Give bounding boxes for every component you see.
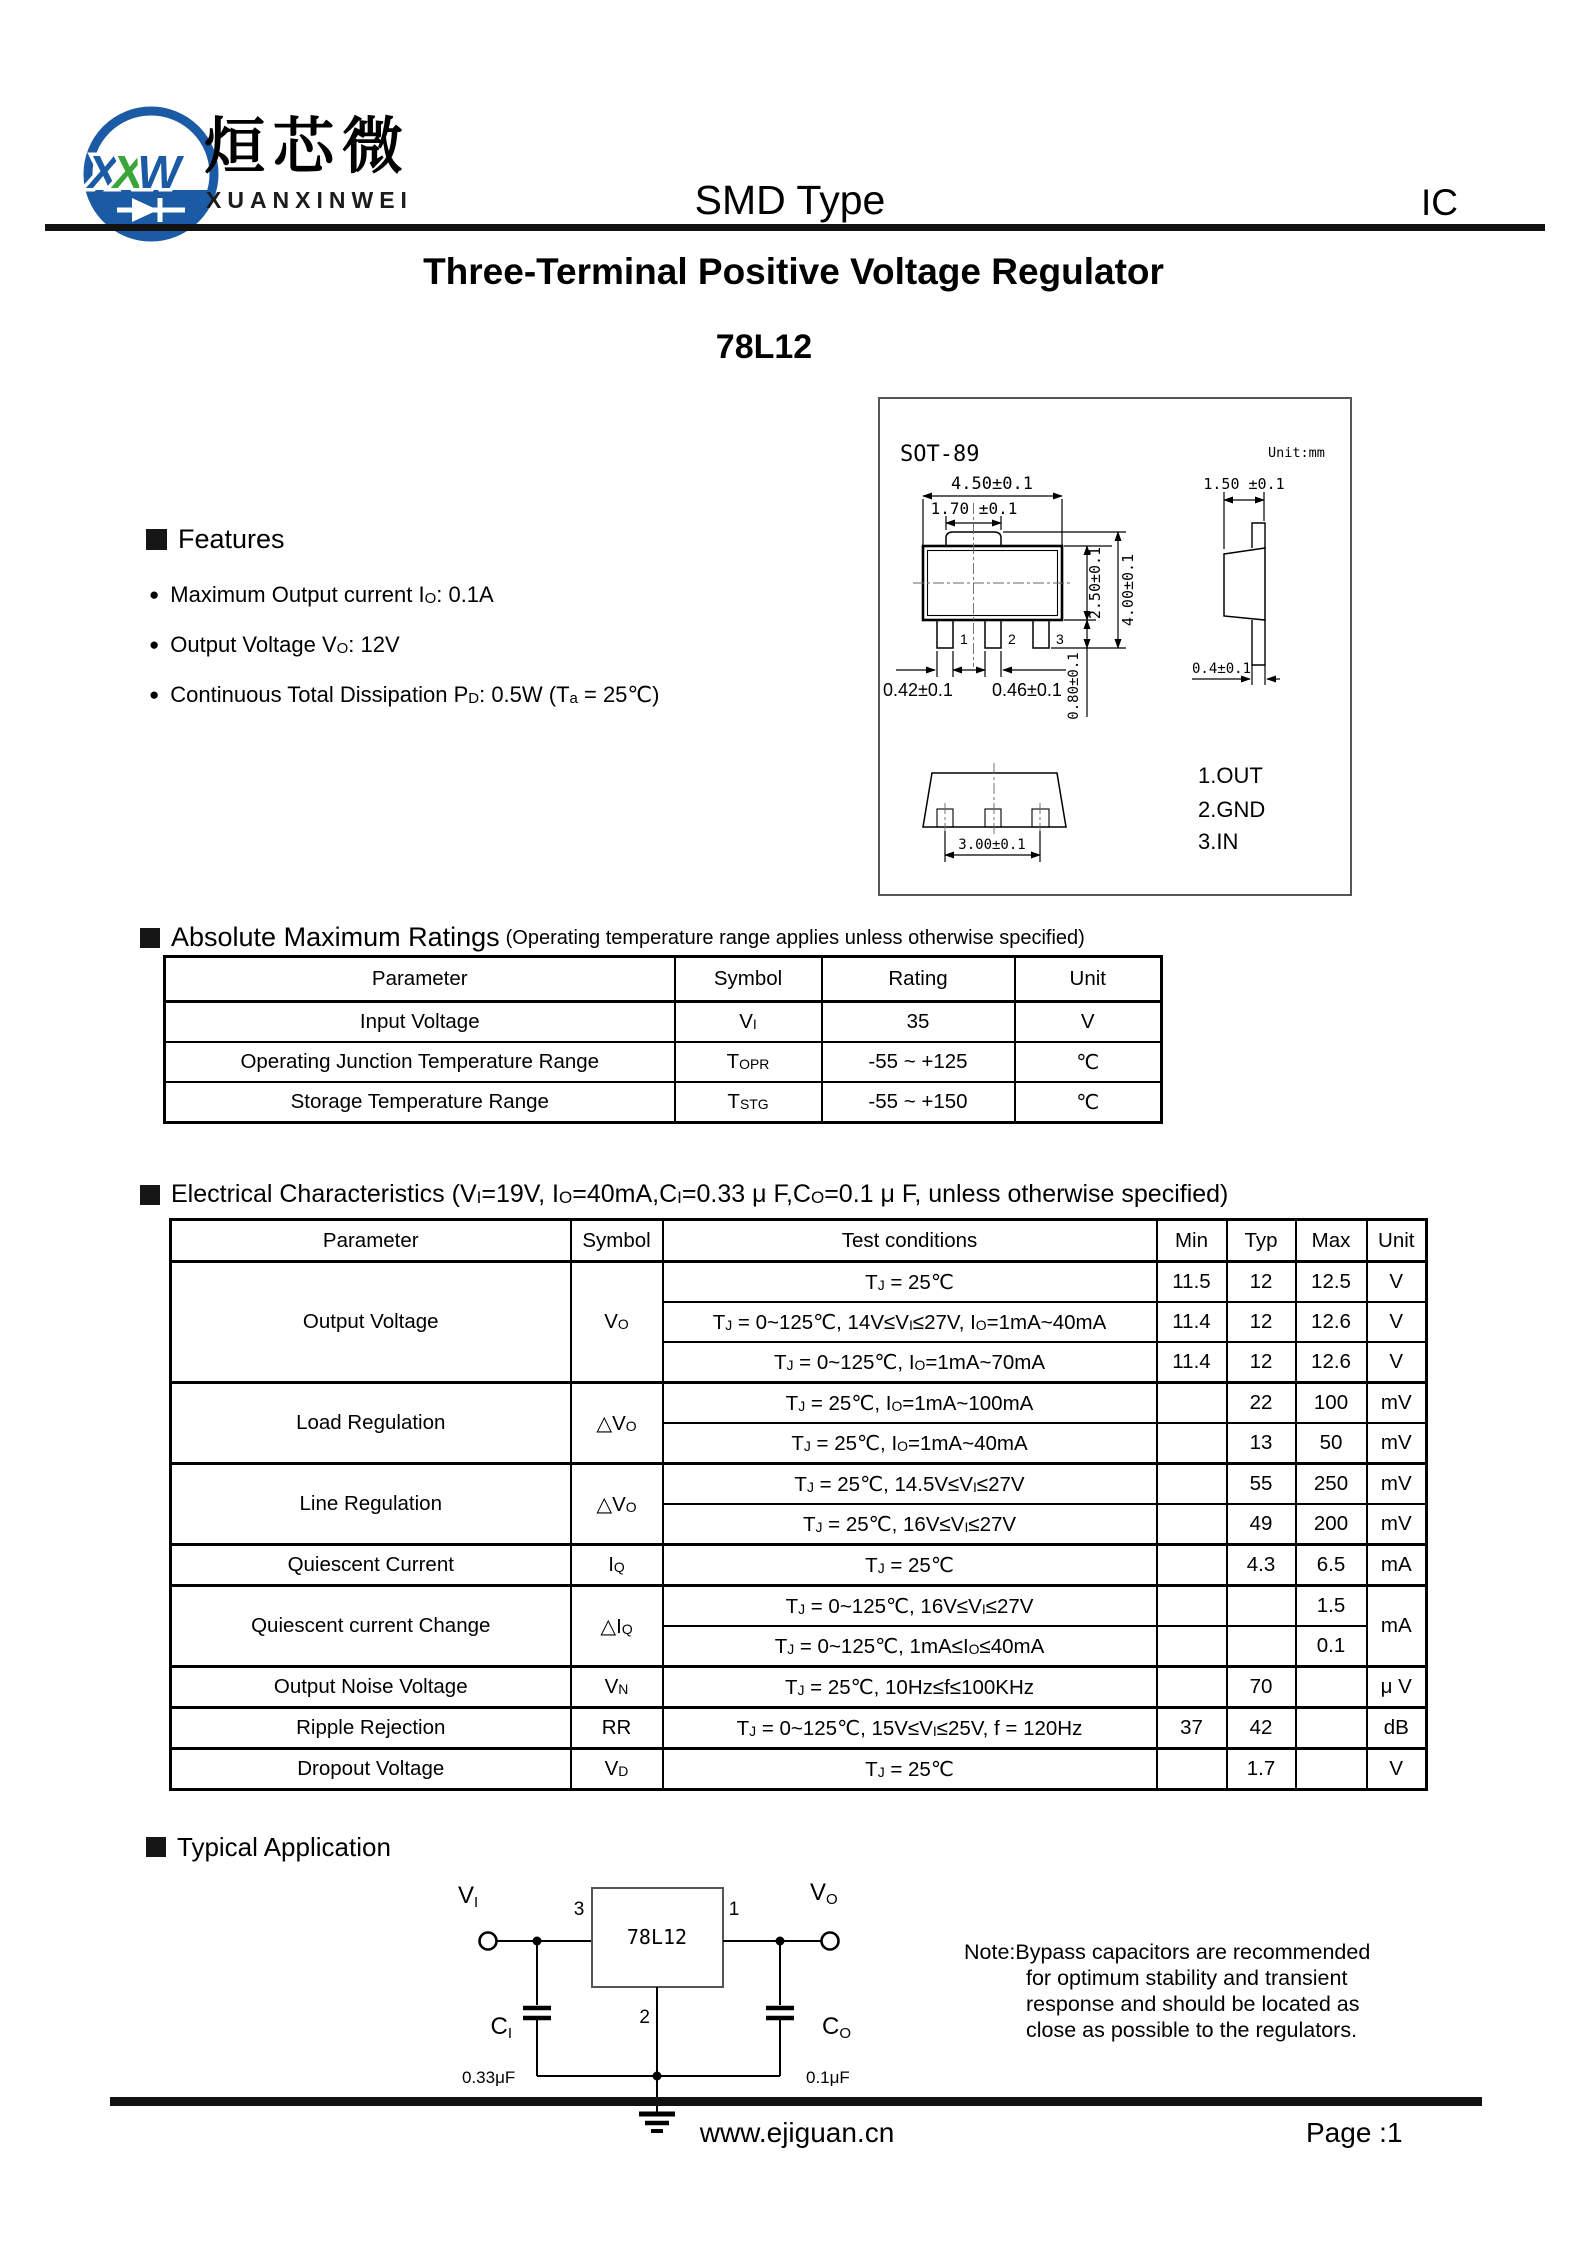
ec-heading-label: Electrical Characteristics ($V_I=19V$, $I_O=40mA,C_I=0.33$ μ $F,C_O=0.1$ μ F, unless otherwise specified) [171,1180,1229,1208]
feature-text: Continuous Total Dissipation $P_D$: 0.5W ($T_a$ = 25℃) [170,682,660,708]
feature-text: Maximum Output current $I_O$: 0.1A [170,582,494,608]
ec-cond: $T_J$ = 0~125℃, $1mA\le I_O\le 40mA$ [663,1626,1157,1667]
logo-abbr: XXW [88,146,175,198]
amr-rating: 35 [822,1002,1015,1043]
dim-side-width: 1.50 ±0.1 [1203,475,1285,493]
ec-min: 11.4 [1157,1302,1227,1342]
ec-param: Load Regulation [171,1383,571,1464]
ec-cond: $T_J$ = 25℃, $I_O=1mA\sim 100mA$ [663,1383,1157,1424]
footer-website: www.ejiguan.cn [699,2117,895,2148]
amr-rating: -55 ~ +125 [822,1042,1015,1082]
ec-typ: 12 [1227,1262,1296,1303]
cout-value: 0.1μF [806,2068,850,2087]
col-rating: Rating [822,957,1015,1002]
ec-typ: 22 [1227,1383,1296,1424]
ec-cond: $T_J$ = 25℃, $16V\le V_I\le 27V$ [663,1504,1157,1545]
col-max: Max [1296,1220,1367,1262]
table-row [165,1002,1162,1043]
col-symbol: Symbol [675,957,822,1002]
ec-param: Dropout Voltage [171,1749,571,1790]
ec-min [1157,1504,1227,1545]
vin-label: VI [458,1882,479,1911]
ec-typ: 42 [1227,1708,1296,1749]
application-note [964,1939,1506,2043]
section-square-icon [146,529,167,550]
ec-max: 12.6 [1296,1342,1367,1383]
col-typ: Typ [1227,1220,1296,1262]
section-square-icon [146,1837,166,1857]
ec-cond: $T_J$ = 0~125℃, $15V\le V_I\le 25V$, f = 120Hz [663,1708,1157,1749]
dim-pin-length: 0.80±0.1 [1066,652,1082,720]
ec-symbol: $V_D$ [571,1749,663,1790]
capacitor-cout [766,2008,794,2018]
amr-heading [140,924,1085,951]
package-name: SOT-89 [900,442,980,467]
ec-max: 12.6 [1296,1302,1367,1342]
feature-item [149,631,400,659]
ec-unit: mV [1367,1464,1427,1505]
ec-typ [1227,1626,1296,1667]
header-rule [45,224,1545,231]
company-name-en: XUANXINWEI [206,187,413,213]
ec-typ: 1.7 [1227,1749,1296,1790]
typical-application-heading [146,1834,391,1860]
ec-cond: $T_J$ = 25℃ [663,1545,1157,1586]
ec-symbol: $I_Q$ [571,1545,663,1586]
ec-max: 100 [1296,1383,1367,1424]
col-symbol: Symbol [571,1220,663,1262]
ec-unit: mV [1367,1423,1427,1464]
ec-param: Line Regulation [171,1464,571,1545]
ec-cond: $T_J$ = 25℃, $14.5V\le V_I\le 27V$ [663,1464,1157,1505]
ec-min [1157,1383,1227,1424]
table-row [171,1586,1427,1627]
section-square-icon [140,1185,160,1205]
part-number: 78L12 [715,328,813,366]
ec-param: Quiescent current Change [171,1586,571,1667]
col-parameter: Parameter [171,1220,571,1262]
ec-unit: μ V [1367,1667,1427,1708]
dim-body-height: 2.50±0.1 [1086,546,1104,620]
ec-max: 12.5 [1296,1262,1367,1303]
amr-unit: ℃ [1015,1082,1162,1123]
ec-param: Quiescent Current [171,1545,571,1586]
ec-max [1296,1667,1367,1708]
pin-number-3: 3 [1056,631,1064,647]
ec-unit: dB [1367,1708,1427,1749]
ec-cond: $T_J$ = 25℃ [663,1749,1157,1790]
dim-pin-foot-width: 0.42±0.1 [883,680,953,700]
table-header-row [165,957,1162,1002]
col-min: Min [1157,1220,1227,1262]
ec-max: 200 [1296,1504,1367,1545]
features-heading [146,526,285,553]
table-row [171,1708,1427,1749]
feature-text: Output Voltage $V_O$: 12V [170,632,400,658]
dim-lead-thickness: 0.4±0.1 [1192,661,1252,677]
ec-max: 0.1 [1296,1626,1367,1667]
note-line: response and should be located as [1026,1992,1360,2016]
ec-symbol: $V_O$ [571,1262,663,1383]
bullet-icon: ● [149,685,160,705]
table-row [171,1749,1427,1790]
ec-min [1157,1464,1227,1505]
ec-typ: 12 [1227,1342,1296,1383]
note-line: for optimum stability and transient [1026,1966,1348,1990]
ec-typ: 70 [1227,1667,1296,1708]
ec-max: 250 [1296,1464,1367,1505]
ec-cond: $T_J$ = 0~125℃, $14V\le V_I\le 27V$, $I_O=1mA\sim 40mA$ [663,1302,1157,1342]
amr-unit: V [1015,1002,1162,1043]
cout-label: CO [822,2013,852,2042]
amr-heading-label: Absolute Maximum Ratings [171,922,500,952]
ec-cond: $T_J$ = 25℃, $I_O=1mA\sim 40mA$ [663,1423,1157,1464]
footer-rule [110,2097,1482,2106]
ec-max [1296,1749,1367,1790]
ec-min: 11.5 [1157,1262,1227,1303]
regulator-label: 78L12 [626,1925,688,1949]
col-unit: Unit [1367,1220,1427,1262]
footer-page-number: Page :1 [1306,2117,1403,2148]
ec-unit: mA [1367,1586,1427,1667]
vout-label: VO [810,1879,838,1908]
ec-min [1157,1423,1227,1464]
pin-label-out: 1 [728,1899,740,1920]
ec-heading [140,1182,1228,1207]
doc-type-label: SMD Type [694,177,886,223]
pin-function-out: 1.OUT [1198,763,1263,788]
ec-unit: mA [1367,1545,1427,1586]
ec-cond: $T_J$ = 0~125℃, $16V\le V_I\le 27V$ [663,1586,1157,1627]
ec-typ: 12 [1227,1302,1296,1342]
ec-min: 37 [1157,1708,1227,1749]
typical-application-label: Typical Application [177,1832,391,1862]
amr-param: Storage Temperature Range [165,1082,675,1123]
feature-item [149,581,494,609]
table-row [171,1383,1427,1424]
amr-table [163,955,1163,1124]
ec-symbol: $V_N$ [571,1667,663,1708]
company-name-cn: 烜芯微 [204,112,412,180]
cin-label: CI [490,2013,512,2042]
note-line: Note:Bypass capacitors are recommended [964,1940,1371,1964]
ec-typ [1227,1586,1296,1627]
table-row [171,1262,1427,1303]
pin-function-gnd: 2.GND [1198,797,1266,822]
package-drawing-box [878,397,1352,896]
ec-param: Output Voltage [171,1262,571,1383]
table-row [171,1464,1427,1505]
amr-heading-note: (Operating temperature range applies unless otherwise specified) [505,926,1085,949]
dim-pin-gap: 0.46±0.1 [992,680,1062,700]
vin-terminal [480,1933,497,1950]
cin-value: 0.33μF [462,2068,516,2087]
table-row [165,1042,1162,1082]
amr-param: Input Voltage [165,1002,675,1043]
ec-symbol: $\triangle V_O$ [571,1464,663,1545]
ec-typ: 49 [1227,1504,1296,1545]
table-row [171,1667,1427,1708]
ec-unit: V [1367,1342,1427,1383]
ec-param: Output Noise Voltage [171,1667,571,1708]
section-square-icon [140,928,160,948]
ec-min: 11.4 [1157,1342,1227,1383]
ec-max: 50 [1296,1423,1367,1464]
ec-cond: $T_J$ = 25℃, 10Hz≤f≤100KHz [663,1667,1157,1708]
ec-unit: V [1367,1749,1427,1790]
ec-param: Ripple Rejection [171,1708,571,1749]
ec-typ: 13 [1227,1423,1296,1464]
pin-label-gnd: 2 [639,2007,650,2028]
ec-min [1157,1749,1227,1790]
bullet-icon: ● [149,585,160,605]
capacitor-cin [523,2008,551,2018]
pin-number-1: 1 [960,631,968,647]
amr-symbol: $T_{STG}$ [675,1082,822,1123]
table-header-row [171,1220,1427,1262]
col-parameter: Parameter [165,957,675,1002]
ec-unit: V [1367,1262,1427,1303]
pin-function-in: 3.IN [1198,829,1239,854]
dim-overall-height: 4.00±0.1 [1119,553,1137,627]
ec-symbol: $\triangle I_Q$ [571,1586,663,1667]
ec-min [1157,1667,1227,1708]
ec-max: 1.5 [1296,1586,1367,1627]
dim-body-width: 4.50±0.1 [951,474,1033,494]
feature-item [149,681,659,709]
ec-table [169,1218,1428,1791]
amr-unit: ℃ [1015,1042,1162,1082]
amr-rating: -55 ~ +150 [822,1082,1015,1123]
ec-min [1157,1586,1227,1627]
col-unit: Unit [1015,957,1162,1002]
amr-symbol: $V_I$ [675,1002,822,1043]
ec-symbol: $\triangle V_O$ [571,1383,663,1464]
pin-label-in: 3 [573,1899,585,1920]
ec-cond: $T_J$ = 25℃ [663,1262,1157,1303]
features-heading-label: Features [178,524,285,554]
pin-number-2: 2 [1008,631,1016,647]
ec-cond: $T_J$ = 0~125℃, $I_O=1mA\sim 70mA$ [663,1342,1157,1383]
ec-unit: mV [1367,1504,1427,1545]
col-test-conditions: Test conditions [663,1220,1157,1262]
ec-symbol: RR [571,1708,663,1749]
bullet-icon: ● [149,635,160,655]
ec-unit: mV [1367,1383,1427,1424]
ec-typ: 55 [1227,1464,1296,1505]
ic-label: IC [1421,182,1458,223]
ec-min [1157,1545,1227,1586]
note-line: close as possible to the regulators. [1026,2018,1358,2042]
amr-param: Operating Junction Temperature Range [165,1042,675,1082]
ec-min [1157,1626,1227,1667]
package-drawing [880,399,1346,890]
vout-terminal [822,1933,839,1950]
ec-max [1296,1708,1367,1749]
unit-label: Unit:mm [1268,445,1325,461]
table-row [165,1082,1162,1123]
ec-unit: V [1367,1302,1427,1342]
ec-max: 6.5 [1296,1545,1367,1586]
table-row [171,1545,1427,1586]
ec-typ: 4.3 [1227,1545,1296,1586]
amr-symbol: $T_{OPR}$ [675,1042,822,1082]
dim-tab-width: 1.70 ±0.1 [930,499,1018,518]
page-title: Three-Terminal Positive Voltage Regulator [423,251,1164,292]
dim-pad-span: 3.00±0.1 [958,837,1026,853]
